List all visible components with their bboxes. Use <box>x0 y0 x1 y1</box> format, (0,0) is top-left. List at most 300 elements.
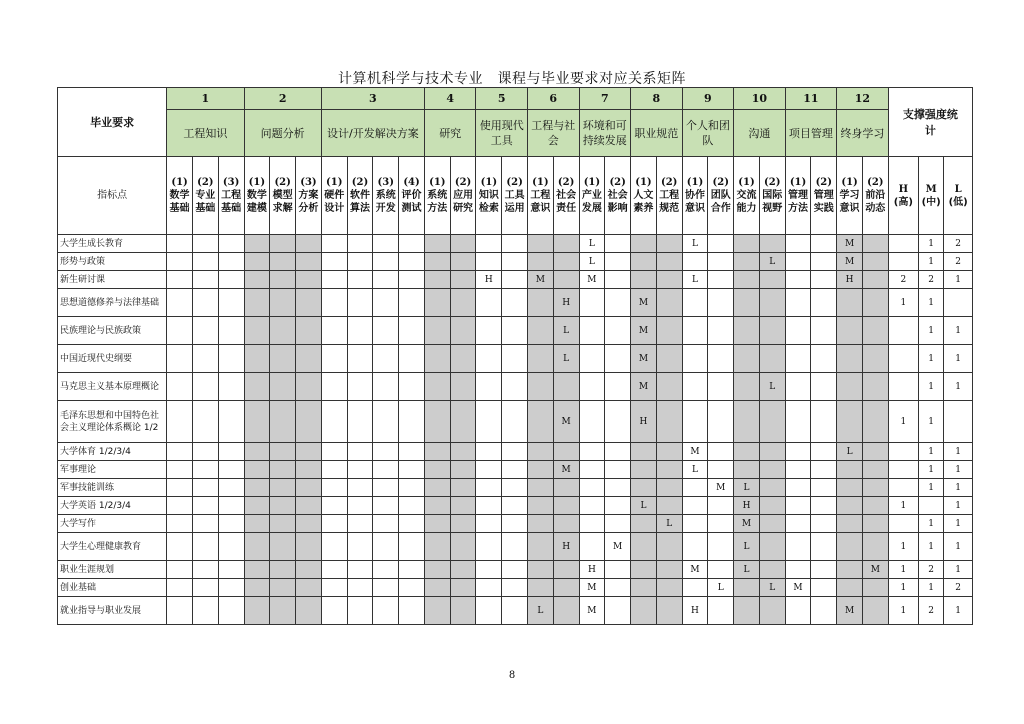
requirement-number: 9 <box>682 88 734 110</box>
matrix-cell <box>605 515 631 533</box>
matrix-cell <box>605 461 631 479</box>
matrix-cell <box>270 317 296 345</box>
matrix-cell <box>167 561 193 579</box>
indicator-text: 应用研究 <box>453 189 474 214</box>
matrix-cell <box>631 561 657 579</box>
table-row <box>58 479 973 497</box>
strength-letter: H <box>898 183 909 195</box>
matrix-cell: L <box>837 443 863 461</box>
matrix-cell <box>631 443 657 461</box>
strength-count: 1 <box>919 443 944 461</box>
indicator-header <box>270 157 296 235</box>
matrix-cell: L <box>579 235 605 253</box>
matrix-cell <box>399 345 425 373</box>
indicator-tag: (2) <box>557 176 575 188</box>
matrix-cell: L <box>759 579 785 597</box>
matrix-cell <box>347 253 373 271</box>
matrix-cell <box>296 479 322 497</box>
matrix-cell <box>811 497 837 515</box>
strength-sub: (低) <box>948 196 968 208</box>
course-name: 大学生心理健康教育 <box>58 533 167 561</box>
matrix-cell <box>296 317 322 345</box>
strength-header <box>919 157 944 235</box>
matrix-cell <box>373 479 399 497</box>
matrix-cell <box>502 497 528 515</box>
strength-count: 1 <box>888 579 918 597</box>
matrix-cell <box>656 317 682 345</box>
strength-count <box>888 317 918 345</box>
matrix-cell <box>502 271 528 289</box>
matrix-cell <box>656 235 682 253</box>
matrix-cell <box>837 461 863 479</box>
matrix-cell <box>399 443 425 461</box>
strength-count <box>944 289 973 317</box>
indicator-text: 社会影响 <box>607 189 628 214</box>
matrix-cell <box>373 317 399 345</box>
strength-count: 1 <box>944 479 973 497</box>
matrix-cell <box>244 373 270 401</box>
strength-count: 1 <box>919 515 944 533</box>
matrix-cell <box>605 317 631 345</box>
indicator-tag: (1) <box>326 176 343 188</box>
matrix-cell <box>167 235 193 253</box>
matrix-cell <box>218 345 244 373</box>
indicator-tag: (2) <box>454 176 472 188</box>
strength-count: 1 <box>919 533 944 561</box>
indicator-header <box>527 157 553 235</box>
matrix-cell <box>347 289 373 317</box>
indicator-header <box>605 157 631 235</box>
matrix-cell <box>296 271 322 289</box>
course-name: 军事理论 <box>58 461 167 479</box>
matrix-cell <box>811 345 837 373</box>
indicator-header <box>373 157 399 235</box>
indicator-text: 管理方法 <box>788 189 809 214</box>
matrix-cell <box>424 253 450 271</box>
table-row <box>58 401 973 443</box>
matrix-cell <box>218 461 244 479</box>
matrix-cell: M <box>708 479 734 497</box>
matrix-cell <box>605 271 631 289</box>
matrix-cell <box>837 515 863 533</box>
indicator-header <box>862 157 888 235</box>
matrix-cell: L <box>682 271 708 289</box>
matrix-cell <box>270 479 296 497</box>
matrix-cell <box>862 443 888 461</box>
indicator-text: 国际视野 <box>762 189 783 214</box>
requirement-name: 工程与社会 <box>527 110 579 157</box>
matrix-cell <box>321 461 347 479</box>
matrix-cell <box>682 289 708 317</box>
matrix-cell <box>553 443 579 461</box>
matrix-cell <box>785 317 811 345</box>
strength-count: 1 <box>944 443 973 461</box>
matrix-cell <box>862 461 888 479</box>
indicator-header <box>837 157 863 235</box>
matrix-cell <box>167 579 193 597</box>
strength-count <box>919 497 944 515</box>
matrix-cell <box>167 497 193 515</box>
matrix-cell <box>450 515 476 533</box>
matrix-cell <box>708 561 734 579</box>
matrix-cell <box>579 461 605 479</box>
matrix-cell <box>347 597 373 625</box>
matrix-cell <box>167 479 193 497</box>
indicator-tag: (1) <box>429 176 446 188</box>
matrix-cell: H <box>553 289 579 317</box>
matrix-cell <box>811 561 837 579</box>
strength-count: 2 <box>944 235 973 253</box>
matrix-cell <box>476 497 502 515</box>
matrix-cell <box>785 561 811 579</box>
matrix-cell <box>708 271 734 289</box>
matrix-cell <box>708 289 734 317</box>
matrix-cell <box>399 515 425 533</box>
matrix-cell <box>347 533 373 561</box>
matrix-cell <box>759 533 785 561</box>
matrix-cell <box>192 461 218 479</box>
strength-count: 1 <box>919 373 944 401</box>
indicator-text: 系统方法 <box>427 189 448 214</box>
matrix-cell <box>347 497 373 515</box>
matrix-cell: H <box>631 401 657 443</box>
strength-count: 1 <box>888 561 918 579</box>
matrix-cell <box>837 561 863 579</box>
matrix-cell <box>347 317 373 345</box>
matrix-cell <box>811 271 837 289</box>
matrix-cell <box>553 235 579 253</box>
indicator-text: 硬件设计 <box>324 189 345 214</box>
matrix-cell <box>682 497 708 515</box>
matrix-cell <box>321 271 347 289</box>
matrix-cell <box>244 479 270 497</box>
matrix-cell: H <box>476 271 502 289</box>
matrix-cell <box>321 401 347 443</box>
matrix-cell <box>296 597 322 625</box>
matrix-cell <box>321 497 347 515</box>
matrix-cell <box>527 515 553 533</box>
table-row <box>58 497 973 515</box>
indicator-text: 产业发展 <box>581 189 602 214</box>
matrix-cell <box>192 373 218 401</box>
matrix-cell <box>450 597 476 625</box>
matrix-cell <box>321 289 347 317</box>
matrix-cell <box>321 317 347 345</box>
indicator-text: 方案分析 <box>298 189 319 214</box>
indicator-tag: (2) <box>351 176 369 188</box>
matrix-cell <box>605 235 631 253</box>
matrix-cell <box>476 515 502 533</box>
matrix-cell <box>270 401 296 443</box>
matrix-cell <box>527 345 553 373</box>
matrix-cell <box>321 597 347 625</box>
matrix-cell <box>734 345 760 373</box>
matrix-cell <box>579 345 605 373</box>
page-title: 计算机科学与技术专业 课程与毕业要求对应关系矩阵 <box>338 71 686 87</box>
matrix-cell: M <box>527 271 553 289</box>
table-row <box>58 461 973 479</box>
matrix-cell <box>296 579 322 597</box>
matrix-cell <box>192 497 218 515</box>
matrix-cell <box>476 373 502 401</box>
matrix-cell <box>579 401 605 443</box>
matrix-cell: L <box>734 561 760 579</box>
matrix-cell: H <box>682 597 708 625</box>
matrix-cell <box>579 317 605 345</box>
matrix-cell <box>450 497 476 515</box>
matrix-cell <box>785 253 811 271</box>
matrix-cell <box>656 461 682 479</box>
matrix-cell <box>502 345 528 373</box>
indicator-text: 协作意识 <box>684 189 705 214</box>
matrix-cell <box>476 533 502 561</box>
matrix-cell <box>347 235 373 253</box>
matrix-cell <box>502 561 528 579</box>
matrix-cell <box>785 443 811 461</box>
page-number: 8 <box>508 670 516 681</box>
matrix-cell <box>759 479 785 497</box>
matrix-cell <box>682 317 708 345</box>
matrix-cell <box>296 235 322 253</box>
matrix-cell: M <box>785 579 811 597</box>
matrix-cell <box>167 533 193 561</box>
indicator-tag: (1) <box>248 176 266 188</box>
matrix-cell: M <box>862 561 888 579</box>
matrix-cell <box>167 461 193 479</box>
matrix-cell <box>811 289 837 317</box>
course-name: 大学英语 1/2/3/4 <box>58 497 167 515</box>
matrix-cell <box>476 597 502 625</box>
indicator-header <box>347 157 373 235</box>
matrix-cell <box>785 345 811 373</box>
matrix-cell <box>476 443 502 461</box>
requirement-name: 研究 <box>424 110 476 157</box>
matrix-cell <box>244 235 270 253</box>
matrix-cell <box>553 597 579 625</box>
strength-count: 1 <box>944 515 973 533</box>
indicator-text: 数学基础 <box>169 189 190 214</box>
indicator-tag: (3) <box>222 176 240 188</box>
indicator-tag: (1) <box>789 176 807 188</box>
matrix-cell <box>605 479 631 497</box>
matrix-cell <box>218 597 244 625</box>
strength-count: 1 <box>919 479 944 497</box>
indicator-header <box>656 157 682 235</box>
matrix-cell <box>399 253 425 271</box>
matrix-cell: M <box>837 253 863 271</box>
matrix-cell <box>759 401 785 443</box>
matrix-cell <box>502 443 528 461</box>
requirement-name: 使用现代工具 <box>476 110 528 157</box>
matrix-cell <box>450 533 476 561</box>
matrix-cell <box>837 497 863 515</box>
indicator-header <box>708 157 734 235</box>
strength-count: 1 <box>919 461 944 479</box>
matrix-cell <box>862 271 888 289</box>
matrix-cell <box>527 533 553 561</box>
matrix-cell <box>167 443 193 461</box>
strength-count <box>888 235 918 253</box>
table-row <box>58 597 973 625</box>
indicator-header <box>553 157 579 235</box>
strength-header <box>888 157 918 235</box>
header-row-numbers <box>58 88 973 110</box>
matrix-cell <box>631 533 657 561</box>
matrix-cell <box>373 561 399 579</box>
matrix-cell <box>837 345 863 373</box>
course-name: 形势与政策 <box>58 253 167 271</box>
matrix-cell <box>476 345 502 373</box>
matrix-cell: M <box>837 597 863 625</box>
matrix-cell: L <box>553 345 579 373</box>
matrix-cell: M <box>579 597 605 625</box>
matrix-cell <box>450 235 476 253</box>
matrix-cell <box>218 373 244 401</box>
matrix-cell <box>631 515 657 533</box>
table-row <box>58 561 973 579</box>
indicator-text: 管理实践 <box>813 189 834 214</box>
support-strength-header: 支撑强度统计 <box>888 88 972 157</box>
matrix-cell <box>476 479 502 497</box>
matrix-cell: L <box>579 253 605 271</box>
matrix-cell <box>811 317 837 345</box>
matrix-cell <box>862 479 888 497</box>
indicator-text: 知识检索 <box>478 189 499 214</box>
matrix-cell <box>192 401 218 443</box>
matrix-cell <box>424 597 450 625</box>
table-row <box>58 271 973 289</box>
table-row <box>58 345 973 373</box>
matrix-cell <box>270 253 296 271</box>
indicator-tag: (1) <box>738 176 755 188</box>
indicator-header <box>424 157 450 235</box>
matrix-cell: L <box>708 579 734 597</box>
matrix-cell: L <box>682 461 708 479</box>
indicator-tag: (2) <box>274 176 291 188</box>
requirement-number: 11 <box>785 88 837 110</box>
matrix-cell <box>244 253 270 271</box>
matrix-cell <box>811 579 837 597</box>
requirement-name: 职业规范 <box>631 110 683 157</box>
matrix-cell <box>270 271 296 289</box>
indicator-tag: (2) <box>712 176 729 188</box>
matrix-cell: M <box>837 235 863 253</box>
table-row <box>58 253 973 271</box>
indicator-text: 人文素养 <box>633 189 654 214</box>
table-row <box>58 289 973 317</box>
indicator-text: 模型求解 <box>272 189 293 214</box>
matrix-cell <box>656 373 682 401</box>
matrix-cell <box>167 401 193 443</box>
matrix-cell <box>785 515 811 533</box>
matrix-cell <box>759 289 785 317</box>
matrix-cell <box>192 271 218 289</box>
matrix-cell <box>708 533 734 561</box>
matrix-cell <box>244 317 270 345</box>
matrix-cell <box>321 235 347 253</box>
course-name: 大学生成长教育 <box>58 235 167 253</box>
matrix-cell <box>656 533 682 561</box>
matrix-cell: L <box>682 235 708 253</box>
matrix-cell <box>605 253 631 271</box>
matrix-cell <box>167 345 193 373</box>
matrix-cell <box>862 515 888 533</box>
matrix-cell <box>527 479 553 497</box>
matrix-cell <box>296 533 322 561</box>
matrix-cell <box>218 401 244 443</box>
matrix-cell <box>837 317 863 345</box>
matrix-cell <box>708 443 734 461</box>
matrix-cell <box>373 597 399 625</box>
matrix-cell <box>502 373 528 401</box>
indicator-text: 工程意识 <box>530 189 551 214</box>
matrix-cell <box>244 579 270 597</box>
matrix-cell <box>682 533 708 561</box>
indicator-text: 交流能力 <box>736 189 757 214</box>
matrix-cell <box>682 253 708 271</box>
matrix-cell <box>424 479 450 497</box>
requirement-number: 10 <box>734 88 786 110</box>
matrix-cell <box>579 533 605 561</box>
requirement-name: 工程知识 <box>167 110 244 157</box>
strength-count: 1 <box>919 317 944 345</box>
matrix-cell <box>296 345 322 373</box>
matrix-cell <box>399 597 425 625</box>
matrix-cell <box>192 561 218 579</box>
indicator-tag: (2) <box>506 176 523 188</box>
matrix-cell <box>192 289 218 317</box>
matrix-cell <box>399 461 425 479</box>
matrix-cell: M <box>553 401 579 443</box>
table-row <box>58 443 973 461</box>
indicator-tag: (2) <box>815 176 832 188</box>
matrix-cell <box>759 515 785 533</box>
matrix-cell <box>347 461 373 479</box>
matrix-cell <box>296 401 322 443</box>
requirement-number: 12 <box>837 88 889 110</box>
matrix-cell <box>424 271 450 289</box>
matrix-cell <box>192 579 218 597</box>
indicator-header <box>244 157 270 235</box>
matrix-cell: L <box>759 373 785 401</box>
matrix-cell <box>321 533 347 561</box>
matrix-cell <box>502 479 528 497</box>
requirements-matrix-table <box>57 87 973 625</box>
indicator-tag: (1) <box>532 176 549 188</box>
matrix-cell: L <box>553 317 579 345</box>
matrix-cell <box>167 289 193 317</box>
indicator-text: 团队合作 <box>710 189 731 214</box>
matrix-cell <box>811 253 837 271</box>
matrix-cell <box>708 253 734 271</box>
matrix-cell <box>553 271 579 289</box>
indicator-header <box>218 157 244 235</box>
indicator-text: 软件算法 <box>349 189 370 214</box>
matrix-cell <box>837 533 863 561</box>
matrix-cell <box>373 443 399 461</box>
matrix-cell <box>424 561 450 579</box>
matrix-cell <box>631 461 657 479</box>
strength-count: 1 <box>888 497 918 515</box>
strength-count <box>888 443 918 461</box>
matrix-cell <box>450 579 476 597</box>
strength-count: 2 <box>944 579 973 597</box>
matrix-cell <box>502 401 528 443</box>
matrix-cell <box>424 401 450 443</box>
matrix-cell <box>476 289 502 317</box>
matrix-cell <box>708 317 734 345</box>
matrix-cell <box>244 401 270 443</box>
